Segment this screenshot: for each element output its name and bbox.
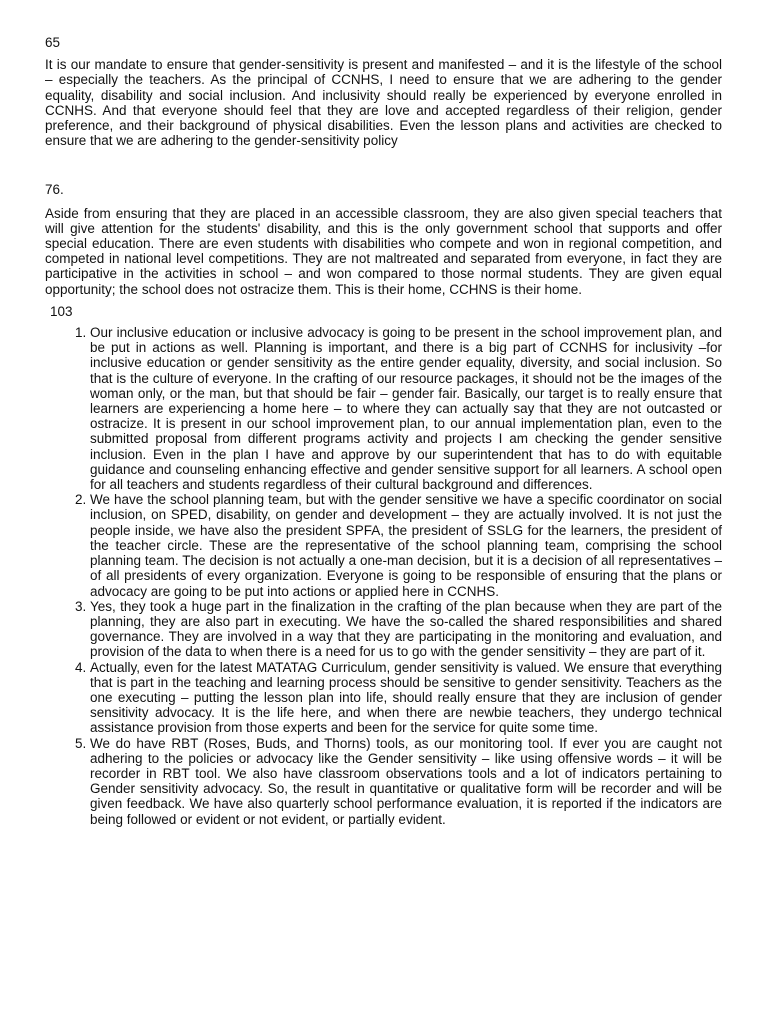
paragraph-65: It is our mandate to ensure that gender-sensitivity is present and manifested – and it is the lifestyle of the school – especially the teachers. As the principal of CCNHS, I need to ensure that we are adhering to the gender equality, disability and social inclusion. And inclusivity should really be experienced by everyone enrolled in CCNHS. And that everyone should feel that they are love and accepted regardless of their religion, gender preference, and their background of physical disabilities. Even the lesson plans and activities are checked to ensure that we are adhering to the gender-sensitivity policy: [45, 57, 722, 149]
paragraph-76: Aside from ensuring that they are placed in an accessible classroom, they are also given special teachers that will give attention for the students' disability, and this is the only government school that supports and offer special education. There are even students with disabilities who compete and won in regional competition, and competed in national level competitions. They are not maltreated and separated from everyone, in fact they are participative in the activities in school – and won compared to those normal students. They are given equal opportunity; the school does not ostracize them. This is their home, CCHNS is their home.: [45, 205, 722, 297]
list-item: 4. Actually, even for the latest MATATAG Curriculum, gender sensitivity is valued. We ensure that everything that is part in the teaching and learning process should be sensitive to gender sensitivity. Teachers as the one executing – putting the lesson plan into life, should really ensure that they are inclusion of gender sensitivity advocacy. It is the life here, and when there are newbie teachers, they undergo technical assistance provision from those experts and been for the service for quite some time.: [90, 660, 722, 736]
list-item: 2. We have the school planning team, but with the gender sensitive we have a specific coordinator on social inclusion, on SPED, disability, on gender and development – they are actually involved. It is not just the people inside, we have also the president SPFA, the president of SSLG for the learners, the president of the teacher circle. These are the representative of the school planning team, comprising the school planning team. The decision is not actually a one-man decision, but it is a decision of all representatives – of all presidents of every organization. Everyone is going to be responsible of ensuring that the plans or advocacy are going to be put into actions or applied here in CCNHS.: [90, 492, 722, 598]
numbered-answer-list: [45, 325, 722, 827]
list-item: 1. Our inclusive education or inclusive advocacy is going to be present in the school improvement plan, and be put in actions as well. Planning is important, and there is a big part of CCNHS for inclusivity –for inclusive education or gender sensitivity as the entire gender equality, diversity, and social inclusion. So that is the culture of everyone. In the crafting of our resource packages, it should not be the images of the woman only, or the man, but that should be fair – gender fair. Basically, our target is to really ensure that learners are experiencing a home here – to where they can actually say that they are not outcasted or ostracize. It is present in our school improvement plan, to our annual implementation plan, even to the submitted proposal from different programs activity and projects I am checking the gender sensitive inclusion. Even in the plan I have and approve by our superintendent that has to do with equitable guidance and counseling enhancing effective and gender sensitive support for all learners. A school open for all teachers and students regardless of their cultural background and differences.: [90, 325, 722, 492]
list-item: 5. We do have RBT (Roses, Buds, and Thorns) tools, as our monitoring tool. If ever you are caught not adhering to the policies or advocacy like the Gender sensitivity – like using offensive words – it will be recorder in RBT tool. We also have classroom observations tools and a lot of indicators pertaining to Gender sensitivity advocacy. So, the result in quantitative or qualitative form will be recorder and will be given feedback. We have also quarterly school performance evaluation, it is reported if the indicators are being followed or evident or not evident, or partially evident.: [90, 736, 722, 827]
section-number-103: 103: [50, 303, 73, 319]
list-item: 3. Yes, they took a huge part in the finalization in the crafting of the plan because when they are part of the planning, they are also part in executing. We have the so-called the shared responsibilities and shared governance. They are involved in a way that they are participating in the monitoring and evaluation, and provision of the data to when there is a need for us to go with the gender sensitivity – they are part of it.: [90, 599, 722, 660]
document-page: [45, 35, 722, 827]
section-number-76: 76.: [45, 182, 64, 198]
section-number-65: 65: [45, 35, 61, 50]
